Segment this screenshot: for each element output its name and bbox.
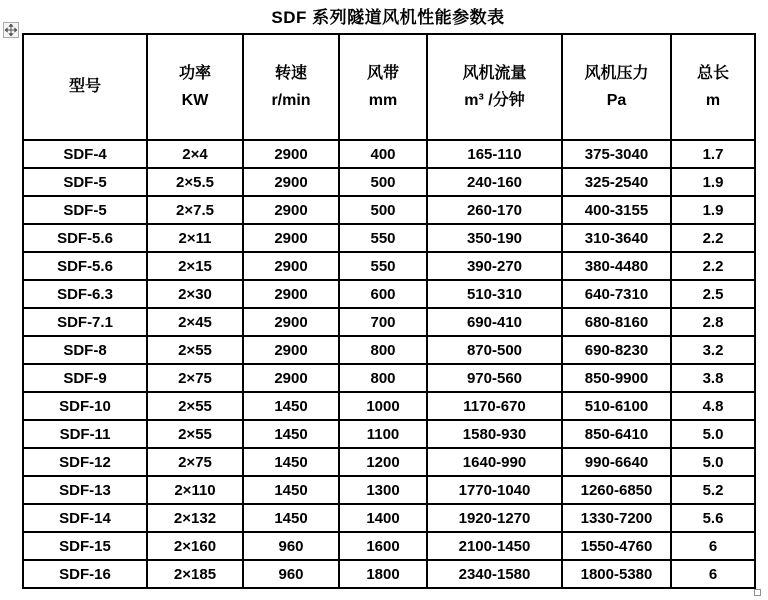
table-cell: 870-500 xyxy=(427,336,562,364)
table-cell: 5.0 xyxy=(671,448,755,476)
column-header-unit: KW xyxy=(181,92,209,109)
table-cell: 960 xyxy=(243,532,339,560)
table-cell: 1450 xyxy=(243,476,339,504)
move-arrows-icon xyxy=(5,24,17,36)
table-cell: 1800 xyxy=(339,560,427,588)
table-cell: 6 xyxy=(671,560,755,588)
table-cell: 2×55 xyxy=(147,392,243,420)
table-row xyxy=(23,420,755,448)
table-cell: 2×30 xyxy=(147,280,243,308)
table-cell: 2900 xyxy=(243,364,339,392)
table-cell: SDF-7.1 xyxy=(23,308,147,336)
table-cell: SDF-5 xyxy=(23,168,147,196)
table-cell: 310-3640 xyxy=(562,224,671,252)
table-cell: 690-8230 xyxy=(562,336,671,364)
table-cell: SDF-5.6 xyxy=(23,252,147,280)
table-row xyxy=(23,448,755,476)
table-row xyxy=(23,224,755,252)
table-cell: 1000 xyxy=(339,392,427,420)
table-cell: 1580-930 xyxy=(427,420,562,448)
table-cell: 390-270 xyxy=(427,252,562,280)
column-header-label: 风机流量 xyxy=(462,65,527,82)
column-header-label: 风机压力 xyxy=(584,65,649,82)
table-cell: 1170-670 xyxy=(427,392,562,420)
table-move-handle[interactable] xyxy=(3,22,19,38)
table-cell: 325-2540 xyxy=(562,168,671,196)
table-row xyxy=(23,196,755,224)
table-cell: 2×55 xyxy=(147,420,243,448)
table-cell: 1450 xyxy=(243,392,339,420)
table-cell: 1.9 xyxy=(671,196,755,224)
table-cell: 2.8 xyxy=(671,308,755,336)
table-cell: 2×15 xyxy=(147,252,243,280)
table-cell: 2×185 xyxy=(147,560,243,588)
table-cell: SDF-11 xyxy=(23,420,147,448)
column-header-length xyxy=(671,34,755,140)
table-cell: 1800-5380 xyxy=(562,560,671,588)
table-cell: 2900 xyxy=(243,280,339,308)
table-cell: 2900 xyxy=(243,308,339,336)
table-cell: 400 xyxy=(339,140,427,168)
table-cell: 1300 xyxy=(339,476,427,504)
table-row xyxy=(23,364,755,392)
table-cell: 1.9 xyxy=(671,168,755,196)
table-cell: 1400 xyxy=(339,504,427,532)
table-cell: 510-310 xyxy=(427,280,562,308)
table-row xyxy=(23,392,755,420)
table-row xyxy=(23,168,755,196)
table-cell: 2×75 xyxy=(147,448,243,476)
header-row xyxy=(23,34,755,140)
table-cell: 2×4 xyxy=(147,140,243,168)
table-row xyxy=(23,336,755,364)
table-cell: 6 xyxy=(671,532,755,560)
table-cell: 165-110 xyxy=(427,140,562,168)
table-body xyxy=(23,140,755,588)
table-cell: SDF-14 xyxy=(23,504,147,532)
table-cell: 1640-990 xyxy=(427,448,562,476)
table-cell: 2900 xyxy=(243,140,339,168)
table-cell: SDF-4 xyxy=(23,140,147,168)
table-row xyxy=(23,532,755,560)
table-cell: 550 xyxy=(339,252,427,280)
table-cell: 2×55 xyxy=(147,336,243,364)
table-cell: 600 xyxy=(339,280,427,308)
table-cell: SDF-8 xyxy=(23,336,147,364)
table-cell: SDF-9 xyxy=(23,364,147,392)
table-cell: 500 xyxy=(339,168,427,196)
table-cell: 1550-4760 xyxy=(562,532,671,560)
table-cell: 375-3040 xyxy=(562,140,671,168)
table-row xyxy=(23,476,755,504)
table-cell: 2900 xyxy=(243,252,339,280)
table-cell: 800 xyxy=(339,336,427,364)
table-cell: 970-560 xyxy=(427,364,562,392)
table-cell: 5.0 xyxy=(671,420,755,448)
table-cell: 1.7 xyxy=(671,140,755,168)
table-cell: 2×160 xyxy=(147,532,243,560)
column-header-unit: Pa xyxy=(606,92,627,109)
table-cell: SDF-13 xyxy=(23,476,147,504)
table-cell: 850-6410 xyxy=(562,420,671,448)
column-header-label: 功率 xyxy=(178,65,211,82)
table-header xyxy=(23,34,755,140)
table-cell: 1920-1270 xyxy=(427,504,562,532)
table-title: SDF 系列隧道风机性能参数表 xyxy=(271,8,505,27)
column-header-speed xyxy=(243,34,339,140)
column-header-label: 总长 xyxy=(696,65,729,82)
table-cell: 2.2 xyxy=(671,224,755,252)
table-cell: 2900 xyxy=(243,196,339,224)
table-cell: 2100-1450 xyxy=(427,532,562,560)
table-cell: SDF-15 xyxy=(23,532,147,560)
table-row xyxy=(23,560,755,588)
table-cell: 1260-6850 xyxy=(562,476,671,504)
table-cell: 1450 xyxy=(243,420,339,448)
table-cell: 680-8160 xyxy=(562,308,671,336)
table-cell: 350-190 xyxy=(427,224,562,252)
table-cell: SDF-10 xyxy=(23,392,147,420)
table-cell: 640-7310 xyxy=(562,280,671,308)
table-cell: 260-170 xyxy=(427,196,562,224)
table-cell: 5.6 xyxy=(671,504,755,532)
table-cell: 700 xyxy=(339,308,427,336)
table-cell: SDF-6.3 xyxy=(23,280,147,308)
column-header-model xyxy=(23,34,147,140)
table-cell: SDF-5 xyxy=(23,196,147,224)
table-cell: 3.8 xyxy=(671,364,755,392)
column-header-unit: r/min xyxy=(271,92,311,109)
table-cell: 2×110 xyxy=(147,476,243,504)
table-cell: 2900 xyxy=(243,336,339,364)
table-cell: 1450 xyxy=(243,504,339,532)
table-cell: 2340-1580 xyxy=(427,560,562,588)
table-cell: 2900 xyxy=(243,224,339,252)
table-cell: 2900 xyxy=(243,168,339,196)
table-cell: 2×75 xyxy=(147,364,243,392)
table-cell: 1200 xyxy=(339,448,427,476)
table-row xyxy=(23,280,755,308)
table-row xyxy=(23,252,755,280)
table-cell: SDF-12 xyxy=(23,448,147,476)
column-header-label: 转速 xyxy=(274,65,307,82)
table-cell: 380-4480 xyxy=(562,252,671,280)
table-cell: 690-410 xyxy=(427,308,562,336)
table-cell: 2.5 xyxy=(671,280,755,308)
table-resize-handle[interactable] xyxy=(754,589,761,596)
column-header-unit: m³ /分钟 xyxy=(464,92,525,109)
table-cell: 2×7.5 xyxy=(147,196,243,224)
table-cell: 400-3155 xyxy=(562,196,671,224)
table-cell: SDF-5.6 xyxy=(23,224,147,252)
table-cell: 500 xyxy=(339,196,427,224)
table-cell: 240-160 xyxy=(427,168,562,196)
table-cell: 1100 xyxy=(339,420,427,448)
column-header-label: 风带 xyxy=(366,65,399,82)
table-cell: 1770-1040 xyxy=(427,476,562,504)
table-cell: 2×132 xyxy=(147,504,243,532)
table-cell: 800 xyxy=(339,364,427,392)
table-cell: 2×5.5 xyxy=(147,168,243,196)
table-row xyxy=(23,504,755,532)
table-cell: 4.8 xyxy=(671,392,755,420)
table-cell: 990-6640 xyxy=(562,448,671,476)
table-cell: 960 xyxy=(243,560,339,588)
column-header-unit: m xyxy=(705,92,721,109)
table-cell: 3.2 xyxy=(671,336,755,364)
table-cell: 5.2 xyxy=(671,476,755,504)
column-header-duct xyxy=(339,34,427,140)
column-header-power xyxy=(147,34,243,140)
table-cell: 2.2 xyxy=(671,252,755,280)
table-cell: 1600 xyxy=(339,532,427,560)
table-cell: 1450 xyxy=(243,448,339,476)
column-header-unit: mm xyxy=(368,92,398,109)
table-row xyxy=(23,140,755,168)
fan-parameters-table xyxy=(22,33,756,589)
table-cell: 2×45 xyxy=(147,308,243,336)
table-cell: 2×11 xyxy=(147,224,243,252)
table-cell: 510-6100 xyxy=(562,392,671,420)
column-header-flow xyxy=(427,34,562,140)
table-row xyxy=(23,308,755,336)
table-cell: SDF-16 xyxy=(23,560,147,588)
table-cell: 850-9900 xyxy=(562,364,671,392)
column-header-label: 型号 xyxy=(68,78,101,95)
table-cell: 550 xyxy=(339,224,427,252)
column-header-pressure xyxy=(562,34,671,140)
table-cell: 1330-7200 xyxy=(562,504,671,532)
